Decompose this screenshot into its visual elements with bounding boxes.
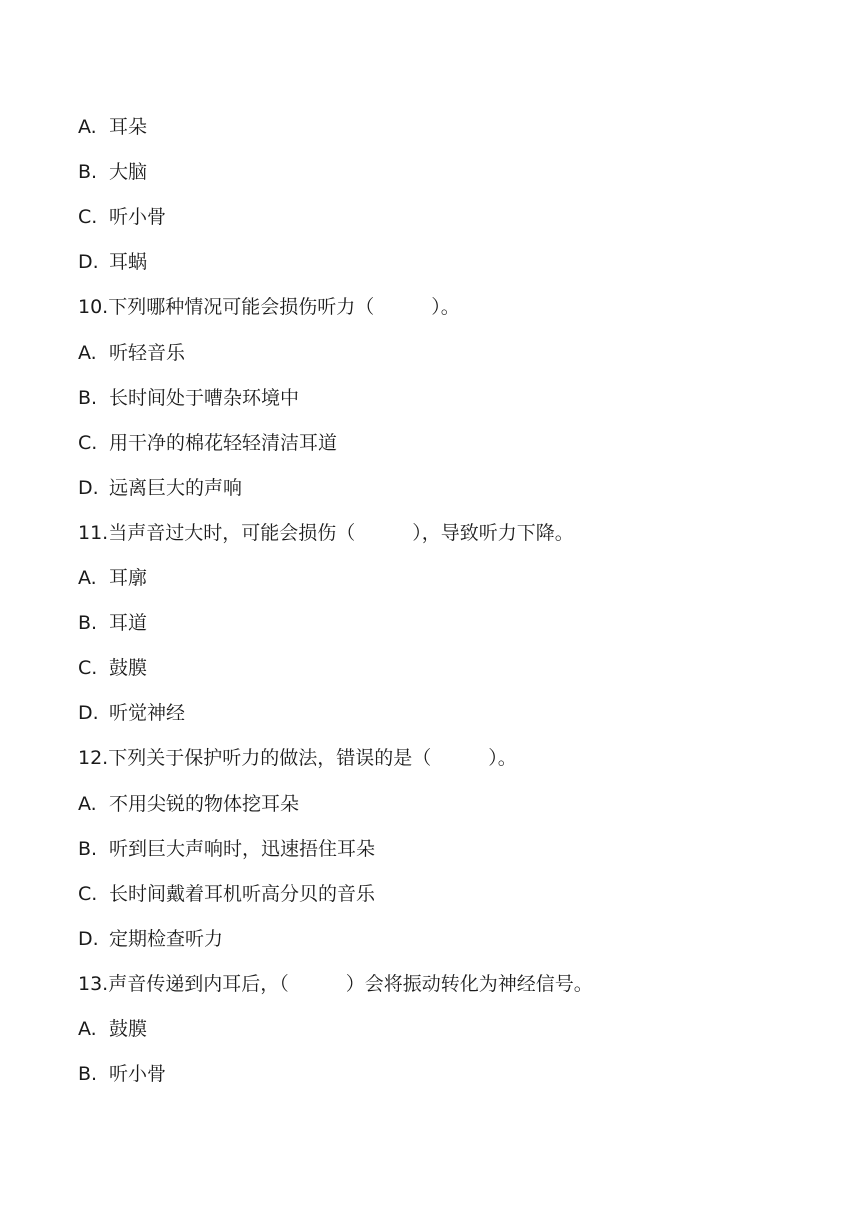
option-letter: B.	[78, 612, 98, 635]
answer-option	[78, 655, 147, 681]
option-letter: A.	[78, 567, 97, 589]
question-text: 当声音过大时，可能会损伤（ ），导致听力下降。	[108, 521, 574, 544]
option-letter: D.	[78, 251, 99, 274]
answer-option	[78, 926, 223, 952]
option-text: 定期检查听力	[109, 927, 224, 950]
answer-option	[78, 565, 147, 591]
option-letter: D.	[78, 927, 99, 950]
option-letter: B.	[78, 1063, 98, 1086]
answer-option	[78, 159, 147, 185]
question-text: 下列关于保护听力的做法，错误的是（ ）。	[108, 747, 517, 770]
answer-option	[78, 249, 147, 275]
option-letter: C.	[78, 431, 98, 454]
option-letter: A.	[78, 792, 97, 815]
question-stem	[78, 971, 593, 997]
option-text: 用干净的棉花轻轻清洁耳道	[109, 431, 338, 454]
option-text: 耳朵	[109, 116, 148, 138]
answer-option	[78, 1016, 147, 1042]
option-text: 大脑	[109, 161, 148, 184]
answer-option	[78, 700, 185, 726]
option-text: 鼓膜	[109, 1018, 148, 1040]
option-text: 耳蜗	[109, 251, 148, 274]
option-text: 耳廓	[109, 567, 148, 589]
option-text: 长时间处于嘈杂环境中	[109, 386, 300, 409]
option-text: 听到巨大声响时，迅速捂住耳朵	[109, 837, 376, 860]
answer-option	[78, 610, 147, 636]
question-text: 声音传递到内耳后，（ ）会将振动转化为神经信号。	[108, 972, 593, 995]
option-letter: C.	[78, 882, 98, 905]
question-number: 10.	[78, 296, 109, 319]
question-stem	[78, 520, 574, 546]
question-number: 12.	[78, 747, 109, 770]
answer-option	[78, 385, 299, 411]
option-letter: A.	[78, 1018, 97, 1040]
answer-option	[78, 881, 375, 907]
option-text: 不用尖锐的物体挖耳朵	[109, 792, 300, 815]
option-letter: B.	[78, 386, 98, 409]
answer-option	[78, 430, 337, 456]
answer-option	[78, 114, 147, 140]
question-stem	[78, 294, 460, 320]
question-number: 11.	[78, 521, 109, 544]
answer-option	[78, 204, 166, 230]
option-text: 听觉神经	[109, 702, 186, 725]
option-text: 听小骨	[109, 206, 167, 229]
option-letter: C.	[78, 657, 98, 680]
option-text: 耳道	[109, 612, 148, 635]
answer-option	[78, 836, 375, 862]
question-text: 下列哪种情况可能会损伤听力（ ）。	[108, 296, 460, 319]
option-letter: A.	[78, 341, 97, 364]
answer-option	[78, 791, 299, 817]
option-letter: D.	[78, 702, 99, 725]
option-text: 远离巨大的声响	[109, 476, 243, 499]
option-text: 听小骨	[109, 1063, 167, 1086]
option-letter: D.	[78, 476, 99, 499]
option-letter: B.	[78, 161, 98, 184]
option-letter: C.	[78, 206, 98, 229]
answer-option	[78, 340, 185, 366]
question-stem	[78, 745, 517, 771]
option-text: 听轻音乐	[109, 341, 186, 364]
answer-option	[78, 475, 242, 501]
option-letter: B.	[78, 837, 98, 860]
answer-option	[78, 1061, 166, 1087]
option-text: 长时间戴着耳机听高分贝的音乐	[109, 882, 376, 905]
option-letter: A.	[78, 116, 97, 138]
question-number: 13.	[78, 972, 109, 995]
option-text: 鼓膜	[109, 657, 148, 680]
